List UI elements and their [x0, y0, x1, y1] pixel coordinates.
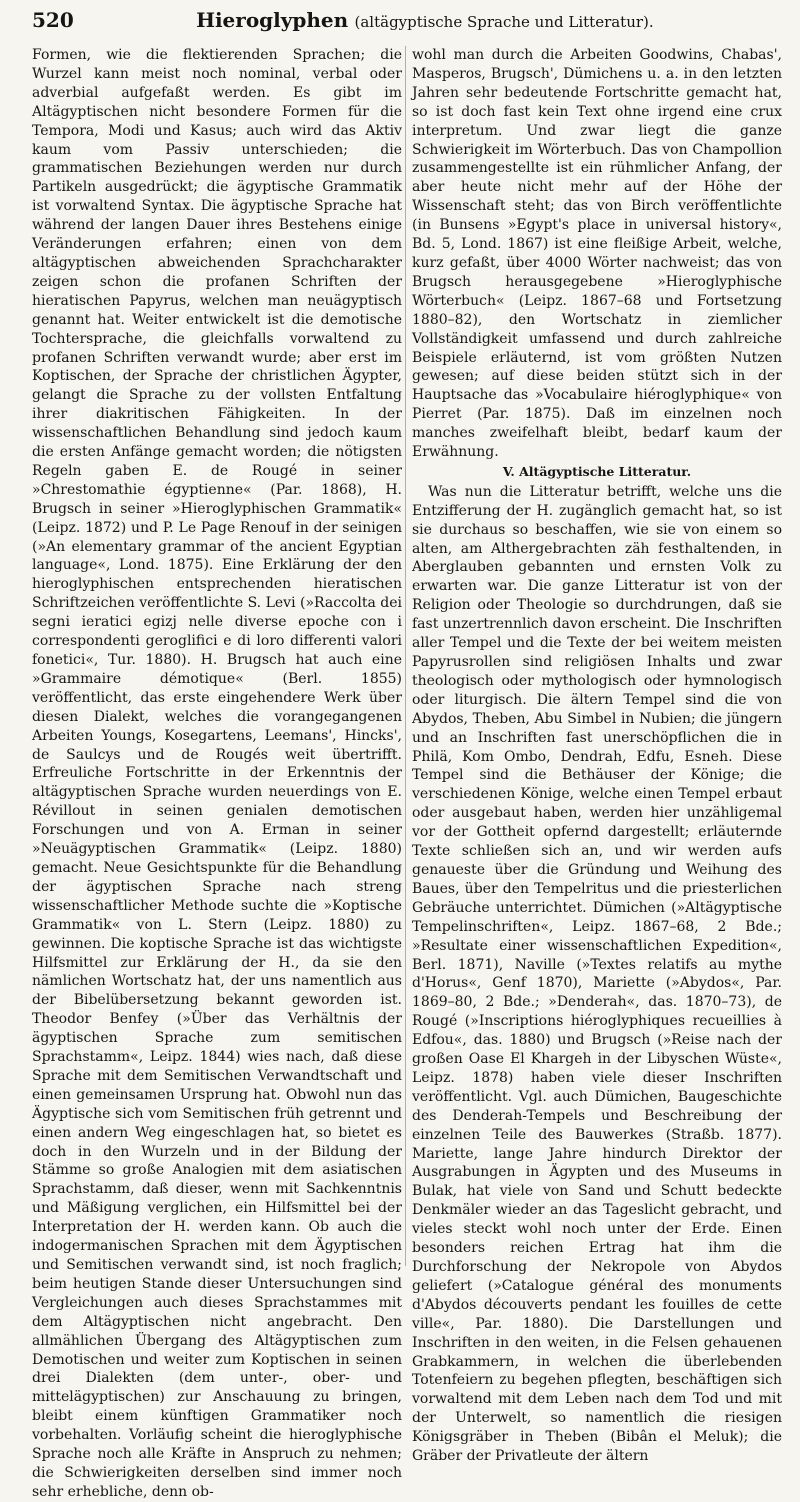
right-column	[412, 46, 782, 1465]
right-paragraph-2: Was nun die Litteratur betrifft, welche uns die Entzifferung der H. zugänglich gemacht hat, so ist sie durchaus so beschaffen, wie sie von einem so alten, am Althergebrachten zäh festhaltenden, in Aberglauben gebannten und ernsten Volk zu erwarten war. Die ganze Litteratur ist von der Religion oder Theologie so durchdrungen, daß sie fast unzertrennlich davon erscheint. Die Inschriften aller Tempel und die Texte der bei weitem meisten Papyrusrollen sind religiösen Inhalts und zwar theologisch oder mythologisch oder hymnologisch oder liturgisch. Die ältern Tempel sind die von Abydos, Theben, Abu Simbel in Nubien; die jüngern und an Inschriften fast unerschöpflichen die in Philä, Kom Ombo, Dendrah, Edfu, Esneh. Diese Tempel sind die Bethäuser der Könige; die verschiedenen Könige, welche einen Tempel erbaut oder ausgebaut haben, werden hier unzähligemal vor der Gottheit opfernd dargestellt; erläuternde Texte schließen sich an, und wir werden aufs genaueste über die Gründung und Weihung des Baues, über den Tempelritus und die priesterlichen Gebräuche unterrichtet. Dümichen (»Altägyptische Tempelinschriften«, Leipz. 1867–68, 2 Bde.; »Resultate einer wissenschaftlichen Expedition«, Berl. 1871), Naville (»Textes relatifs au mythe d'Horus«, Genf 1870), Mariette (»Abydos«, Par. 1869–80, 2 Bde.; »Denderah«, das. 1870–73), de Rougé (»Inscriptions hiéroglyphiques recueillies à Edfou«, das. 1880) und Brugsch (»Reise nach der großen Oase El Khargeh in der Libyschen Wüste«, Leipz. 1878) haben viele dieser Inschriften veröffentlicht. Vgl. auch Dümichen, Baugeschichte des Denderah-Tempels und Beschreibung der einzelnen Teile des Bauwerkes (Straßb. 1877). Mariette, lange Jahre hindurch Direktor der Ausgrabungen in Ägypten und des Museums in Bulak, hat viele von Sand und Schutt bedeckte Denkmäler wieder an das Tageslicht gebracht, und vieles steckt wohl noch unter der Erde. Einen besonders reichen Ertrag hat ihm die Durchforschung der Nekropole von Abydos geliefert (»Catalogue général des monuments d'Abydos découverts pendant les fouilles de cette ville«, Par. 1880). Die Darstellungen und Inschriften in den weiten, in die Felsen gehauenen Grabkammern, in welchen die überlebenden Totenfeiern zu begehen pflegten, beschäftigen sich vorwaltend mit dem Leben nach dem Tod und mit der Unterwelt, so namentlich die riesigen Königsgräber in Theben (Bibân el Meluk); die Gräber der Privatleute der ältern	[412, 483, 782, 1465]
running-title-main: Hieroglyphen	[196, 8, 349, 32]
column-divider	[405, 46, 406, 1266]
page-number: 520	[32, 8, 74, 32]
section-heading: V. Altägyptische Litteratur.	[502, 463, 692, 479]
page-header	[32, 8, 776, 42]
right-paragraph-1: wohl man durch die Arbeiten Goodwins, Chabas', Masperos, Brugsch', Dümichens u. a. in den letzten Jahren sehr bedeutende Fortschritte gemacht hat, so ist doch fast kein Text ohne irgend eine crux interpretum. Und zwar liegt die ganze Schwierigkeit im Wörterbuch. Das von Champollion zusammengestellte ist ein rühmlicher Anfang, der aber heute nicht mehr auf der Höhe der Wissenschaft steht; das von Birch veröffentlichte (in Bunsens »Egypt's place in universal history«, Bd. 5, Lond. 1867) ist eine fleißige Arbeit, welche, kurz gefaßt, über 4000 Wörter nachweist; das von Brugsch herausgegebene »Hieroglyphische Wörterbuch« (Leipz. 1867–68 und Fortsetzung 1880–82), den Wortschatz in ziemlicher Vollständigkeit umfassend und durch zahlreiche Beispiele erläuternd, ist vom größten Nutzen gewesen; auf diese beiden stützt sich in der Hauptsache das »Vocabulaire hiéroglyphique« von Pierret (Par. 1875). Daß im einzelnen noch manches zweifelhaft bleibt, bedarf kaum der Erwähnung.	[412, 47, 782, 461]
running-title	[74, 8, 776, 32]
left-paragraph-1: Formen, wie die flektierenden Sprachen; die Wurzel kann meist noch nominal, verbal oder adverbial aufgefaßt werden. Es gibt im Altägyptischen nicht besondere Formen für die Tempora, Modi und Kasus; auch wird das Aktiv kaum vom Passiv unterschieden; die grammatischen Beziehungen werden nur durch Partikeln ausgedrückt; die ägyptische Grammatik ist vorwaltend Syntax. Die ägyptische Sprache hat während der langen Dauer ihres Bestehens einige Veränderungen erfahren; einen von dem altägyptischen abweichenden Sprachcharakter zeigen schon die profanen Schriften der hieratischen Papyrus, welchen man neuägyptisch genannt hat. Weiter entwickelt ist die demotische Tochtersprache, die gleichfalls vorwaltend zu profanen Schriften verwandt wurde; aber erst im Koptischen, der Sprache der christlichen Ägypter, gelangt die Sprache zu der vollsten Entfaltung ihrer diakritischen Fähigkeiten. In der wissenschaftlichen Behandlung sind jedoch kaum die ersten Anfänge gemacht worden; die nötigsten Regeln gaben E. de Rougé in seiner »Chrestomathie égyptienne« (Par. 1868), H. Brugsch in seiner »Hieroglyphischen Grammatik« (Leipz. 1872) und P. Le Page Renouf in der seinigen (»An elementary grammar of the ancient Egyptian language«, Lond. 1875). Eine Erklärung der den hieroglyphischen entsprechenden hieratischen Schriftzeichen veröffentlichte S. Levi (»Raccolta dei segni ieratici egizj nelle diverse epoche con i correspondenti geroglifici e di loro differenti valori fonetici«, Tur. 1880). H. Brugsch hat auch eine »Grammaire démotique« (Berl. 1855) veröffentlicht, das erste eingehendere Werk über diesen Dialekt, welches die vorangegangenen Arbeiten Youngs, Kosegartens, Leemans', Hincks', de Saulcys und de Rougés weit übertrifft. Erfreuliche Fortschritte in der Erkenntnis der altägyptischen Sprache wurden neuerdings von E. Révillout in seinen genialen demotischen Forschungen und von A. Erman in seiner »Neuägyptischen Grammatik« (Leipz. 1880) gemacht. Neue Gesichtspunkte für die Behandlung der ägyptischen Sprache nach streng wissenschaftlicher Methode suchte die »Koptische Grammatik« von L. Stern (Leipz. 1880) zu gewinnen. Die koptische Sprache ist das wichtigste Hilfsmittel zur Erklärung der H., da sie den nämlichen Wortschatz hat, der uns namentlich aus der Bibelübersetzung bekannt geworden ist. Theodor Benfey (»Über das Verhältnis der ägyptischen Sprache zum semitischen Sprachstamm«, Leipz. 1844) wies nach, daß diese Sprache mit dem Semitischen Verwandtschaft und einen gemeinsamen Ursprung hat. Obwohl nun das Ägyptische sich vom Semitischen früh getrennt und einen andern Weg eingeschlagen hat, so bietet es doch in den Wurzeln und in der Bildung der Stämme so große Analogien mit dem asiatischen Sprachstamm, daß dieser, wenn mit Sachkenntnis und Mäßigung verglichen, ein Hilfsmittel bei der Interpretation der H. werden kann. Ob auch die indogermanischen Sprachen mit dem Ägyptischen und Semitischen verwandt sind, ist noch fraglich; beim heutigen Stande dieser Untersuchungen sind Vergleichungen auch dieses Sprachstammes mit dem Altägyptischen nicht angebracht. Den allmählichen Übergang des Altägyptischen zum Demotischen und weiter zum Koptischen in seinen drei Dialekten (dem unter-, ober- und mittelägyptischen) zur Anschauung zu bringen, bleibt einem künftigen Grammatiker noch vorbehalten. Vorläufig scheint die hieroglyphische Sprache noch alle Kräfte in Anspruch zu nehmen; die Schwierigkeiten derselben sind immer noch sehr erhebliche, denn ob-	[32, 47, 402, 1500]
running-title-sub: (altägyptische Sprache und Litteratur).	[354, 13, 654, 31]
left-column	[32, 46, 402, 1500]
